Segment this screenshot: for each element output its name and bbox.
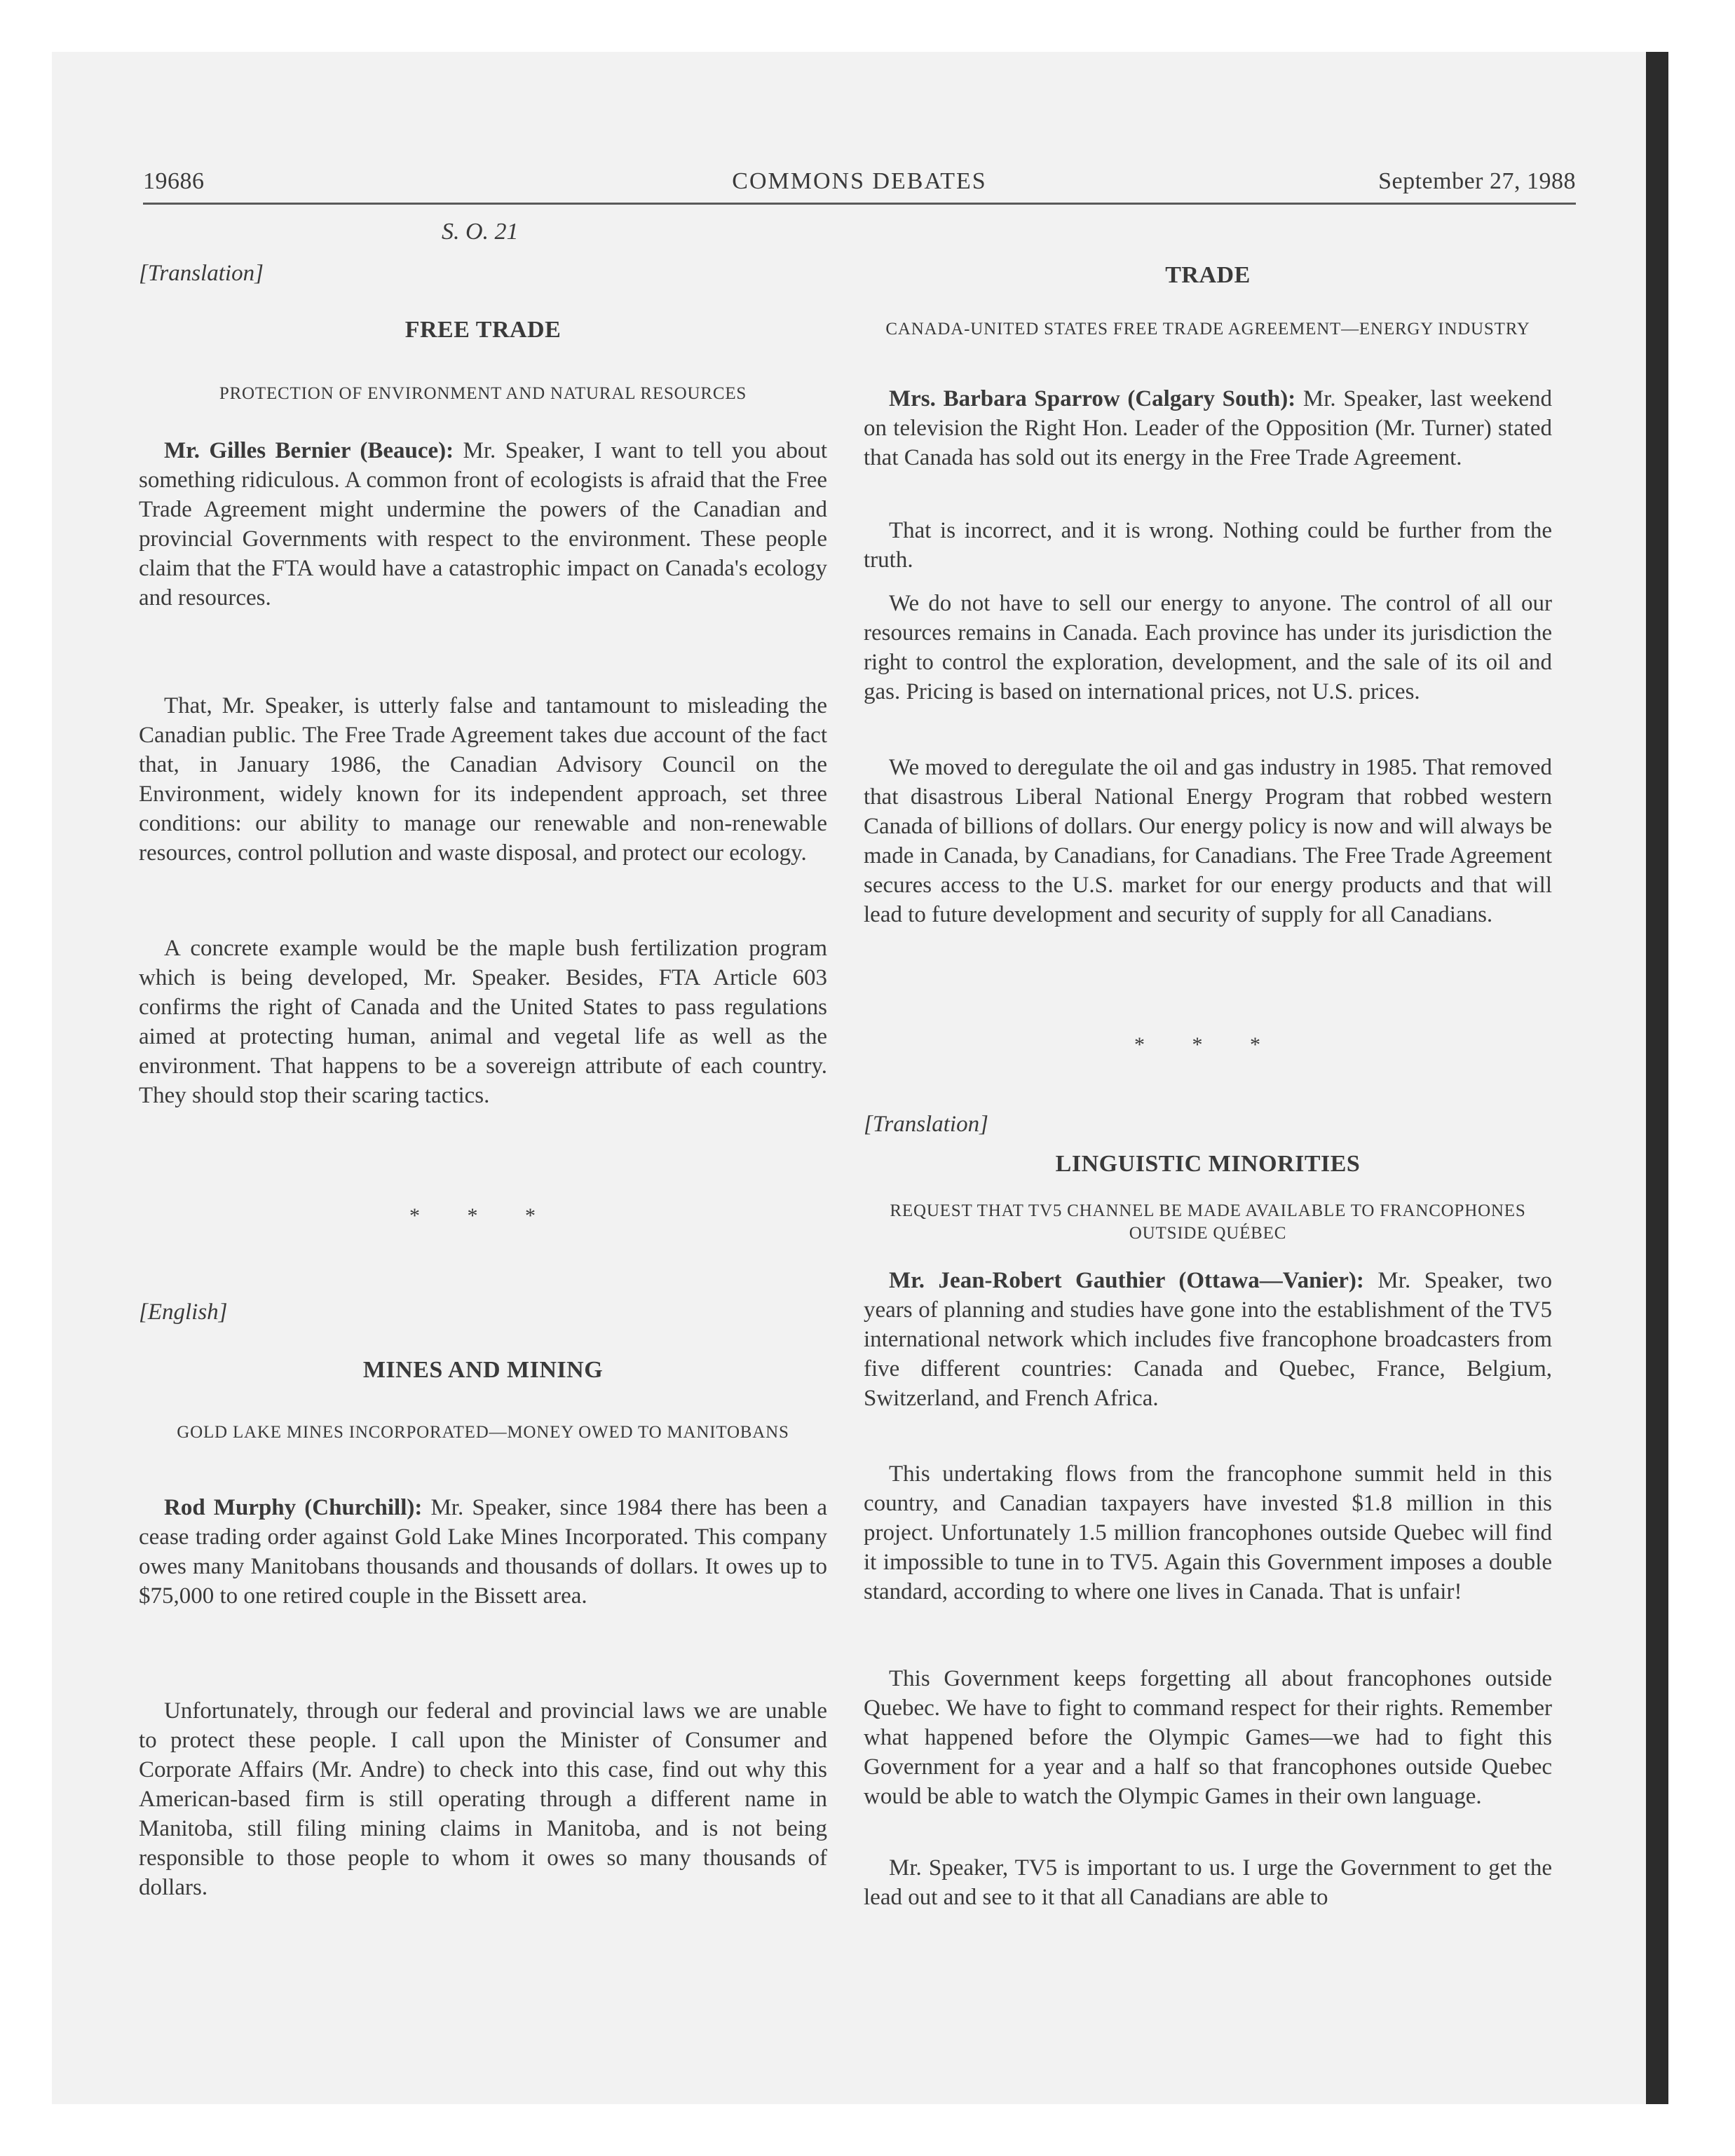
publication-title: COMMONS DEBATES [732,168,987,194]
header-rule [143,203,1576,205]
paragraph: Unfortunately, through our federal and provincial laws we are unable to protect these people. I call upon the Minister of Consumer and Corporate Affairs (Mr. Andre) to check into this case, find out why this American-based firm is still operating through a different name in Manitoba, still filing mining claims in Manitoba, and is not being responsible to those people to whom it owes so many thousands of dollars. [139,1698,827,1900]
paragraph: We do not have to sell our energy to anyone. The control of all our resources remains in Canada. Each province has under its jurisdiction the right to control the exploration, development, and the sale of its oil and gas. Pricing is based on international prices, not U.S. prices. [864,591,1552,704]
paragraph-text: Mr. Speaker, since 1984 there has been a cease trading order against Gold Lake Mines Incorporated. This company owes many Manitobans thousands and thousands of dollars. It owes up to $75,000 to one retired couple in the Bissett area. [139,1495,827,1609]
statement-bernier [139,436,827,613]
statement-bernier-continued [139,691,827,868]
english-tag: [English] [139,1299,228,1325]
section-separator: * * * [409,1204,557,1227]
paragraph: We moved to deregulate the oil and gas industry in 1985. That removed that disastrous Liberal National Energy Program that robbed western Canada of billions of dollars. Our energy policy is now and will always be made in Canada, by Canadians, for Canadians. The Free Trade Agreement secures access to the U.S. market for our energy products and that will lead to future development and security of supply for all Canadians. [864,755,1552,927]
statement-sparrow-continued [864,516,1552,575]
paragraph [139,436,827,613]
statement-gauthier-continued [864,1853,1552,1912]
paragraph [139,1493,827,1611]
page-date: September 27, 1988 [1378,168,1576,194]
statement-sparrow-continued [864,589,1552,707]
paragraph: This undertaking flows from the francophone summit held in this country, and Canadian taxpayers have invested $1.8 million in this project. Unfortunately 1.5 million francophones outside Quebec will find it impossible to tune in to TV5. Again this Government imposes a double standard, according to where one lives in Canada. That is unfair! [864,1461,1552,1604]
section-heading-free-trade: FREE TRADE [404,317,562,343]
page-number: 19686 [143,168,205,194]
speaker-name: Rod Murphy (Churchill): [164,1495,423,1520]
section-separator: * * * [1134,1033,1281,1056]
scan-edge-shadow [1646,52,1668,2104]
statement-murphy-continued [139,1696,827,1902]
paragraph: That, Mr. Speaker, is utterly false and tantamount to misleading the Canadian public. The Free Trade Agreement takes due account of the fact that, in January 1986, the Canadian Advisory Council on the Environment, widely known for its independent approach, set three conditions: our ability to manage our renewable and non-renewable resources, control pollution and waste disposal, and protect our ecology. [139,693,827,866]
standing-order-label: S. O. 21 [442,219,519,245]
statement-bernier-continued [139,934,827,1110]
paragraph: A concrete example would be the maple bush fertilization program which is being developed, Mr. Speaker. Besides, FTA Article 603 confirms the right of Canada and the United States to pass regulations aimed at protecting human, animal and vegetal life as well as the environment. That happens to be a sovereign attribute of each country. They should stop their scaring tactics. [139,936,827,1108]
section-heading-trade: TRADE [1165,262,1251,288]
section-heading-mines: MINES AND MINING [362,1357,604,1383]
section-subheading-energy: CANADA-UNITED STATES FREE TRADE AGREEMENT—ENERGY INDUSTRY [885,320,1530,339]
statement-gauthier [864,1266,1552,1413]
statement-gauthier-continued [864,1664,1552,1811]
paragraph-text: Mr. Speaker, two years of planning and studies have gone into the establishment of the TV5 international network which includes five francophone broadcasters from five different countries: Canada and Quebec, France, Belgium, Switzerland, and French Africa. [864,1268,1552,1411]
speaker-name: Mr. Jean-Robert Gauthier (Ottawa—Vanier): [889,1268,1364,1293]
section-subheading-environment: PROTECTION OF ENVIRONMENT AND NATURAL RESOURCES [219,384,747,403]
statement-gauthier-continued [864,1459,1552,1606]
paragraph-text: Mr. Speaker, last weekend on television the Right Hon. Leader of the Opposition (Mr. Turner) stated that Canada has sold out its energy in the Free Trade Agreement. [864,386,1552,470]
paragraph: That is incorrect, and it is wrong. Nothing could be further from the truth. [864,518,1552,573]
section-subheading-tv5: REQUEST THAT TV5 CHANNEL BE MADE AVAILABLE TO FRANCOPHONES OUTSIDE QUÉBEC [890,1201,1526,1243]
paragraph: Mr. Speaker, TV5 is important to us. I urge the Government to get the lead out and see to it that all Canadians are able to [864,1855,1552,1910]
section-subheading-gold-lake: GOLD LAKE MINES INCORPORATED—MONEY OWED TO MANITOBANS [177,1423,789,1442]
paragraph-text: Mr. Speaker, I want to tell you about something ridiculous. A common front of ecologists is afraid that the Free Trade Agreement might undermine the powers of the Canadian and provincial Governments with respect to the environment. These people claim that the FTA would have a catastrophic impact on Canada's ecology and resources. [139,438,827,610]
statement-murphy [139,1493,827,1611]
paragraph [864,1266,1552,1413]
statement-sparrow [864,384,1552,472]
running-header [143,168,1576,200]
translation-tag: [Translation] [864,1112,988,1137]
speaker-name: Mrs. Barbara Sparrow (Calgary South): [889,386,1296,411]
statement-sparrow-continued [864,753,1552,929]
section-heading-linguistic-minorities: LINGUISTIC MINORITIES [1055,1151,1361,1177]
paragraph [864,384,1552,472]
translation-tag: [Translation] [139,261,264,286]
speaker-name: Mr. Gilles Bernier (Beauce): [164,438,454,463]
paragraph: This Government keeps forgetting all about francophones outside Quebec. We have to fight to command respect for their rights. Remember what happened before the Olympic Games—we had to fight this Government for a year and a half so that francophones outside Quebec would be able to watch the Olympic Games in their own language. [864,1666,1552,1809]
